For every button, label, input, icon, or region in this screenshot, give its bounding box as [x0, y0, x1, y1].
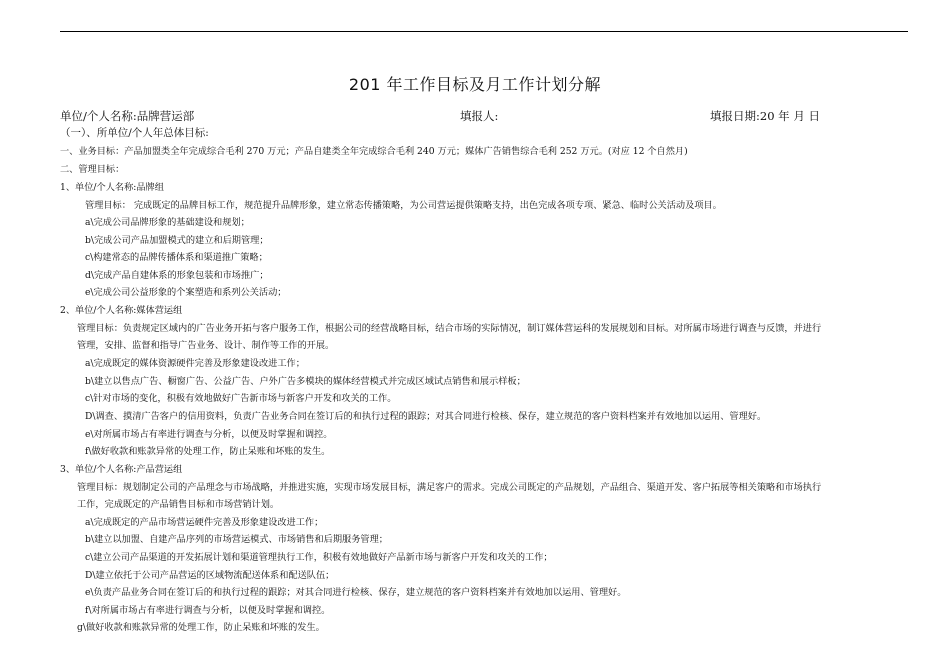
list-item: D\调查、摸清广告客户的信用资料，负责广告业务合同在签订后的和执行过程的跟踪；对其合同进行检核、保存，建立规范的客户资料档案并有效地加以运用、管理好。	[85, 411, 767, 422]
group-desc: 管理目标：规划制定公司的产品理念与市场战略，并推进实施，实现市场发展目标，满足客户的需求。完成公司既定的产品规划，产品组合、渠道开发、客户拓展等相关策略和市场执行	[77, 482, 822, 493]
section-overall: （一）、所单位/个人年总体目标:	[60, 127, 209, 139]
list-item: f\做好收款和账款异常的处理工作，防止呆账和坏账的发生。	[85, 446, 331, 457]
unit-name: 单位/个人名称:品牌营运部	[60, 109, 195, 123]
top-rule	[60, 31, 908, 32]
list-item: e\负责产品业务合同在签订后的和执行过程的跟踪；对其合同进行检核、保存，建立规范的客户资料档案并有效地加以运用、管理好。	[85, 587, 627, 598]
list-item: c\建立公司产品渠道的开发拓展计划和渠道管理执行工作，积极有效地做好产品新市场与新客户开发和攻关的工作；	[85, 552, 553, 563]
reporter: 填报人:	[460, 109, 499, 123]
list-item: b\建立以售点广告、橱窗广告、公益广告、户外广告多模块的媒体经营模式并完成区域试点销售和展示样板；	[85, 376, 526, 387]
list-item: b\建立以加盟、自建产品序列的市场营运模式、市场销售和后期服务管理；	[85, 534, 388, 545]
list-item: a\完成既定的媒体资源硬件完善及形象建设改进工作；	[85, 358, 305, 369]
list-item: f\对所属市场占有率进行调查与分析，以便及时掌握和调控。	[85, 605, 331, 616]
mgmt-title: 二、管理目标：	[60, 164, 125, 175]
business-goal: 一、业务目标：产品加盟类全年完成综合毛利 270 万元；产品自建类全年完成综合毛利 240 万元；媒体广告销售综合毛利 252 万元。(对应 12 个自然月)	[60, 146, 688, 157]
group-desc: 管理目标： 完成既定的品牌目标工作，规范提升品牌形象，建立常态传播策略，为公司营运提供策略支持，出色完成各项专项、紧急、临时公关活动及项目。	[85, 200, 722, 211]
group-heading: 2、单位/个人名称:媒体营运组	[60, 305, 183, 316]
list-item: c\构建常态的品牌传播体系和渠道推广策略；	[85, 252, 268, 263]
list-item: D\建立依托于公司产品营运的区域物流配送体系和配送队伍；	[85, 570, 335, 581]
page-title: 201 年工作目标及月工作计划分解	[348, 75, 602, 94]
list-item: c\针对市场的变化，积极有效地做好广告新市场与新客户开发和攻关的工作。	[85, 393, 397, 404]
report-date: 填报日期:20 年 月 日	[710, 109, 820, 123]
list-item: d\完成产品自建体系的形象包装和市场推广；	[85, 270, 269, 281]
list-item: a\完成既定的产品市场营运硬件完善及形象建设改进工作；	[85, 517, 324, 528]
list-item: b\完成公司产品加盟模式的建立和后期管理；	[85, 235, 269, 246]
group-desc: 管理目标：负责规定区域内的广告业务开拓与客户服务工作，根据公司的经营战略目标，结合市场的实际情况，制订媒体营运科的发展规划和目标。对所属市场进行调查与反馈，并进行	[77, 323, 822, 334]
list-item: a\完成公司品牌形象的基础建设和规划；	[85, 217, 250, 228]
list-item: e\对所属市场占有率进行调查与分析，以便及时掌握和调控。	[85, 429, 333, 440]
list-item: g\做好收款和账款异常的处理工作，防止呆账和坏账的发生。	[77, 622, 325, 633]
group-heading: 1、单位/个人名称:品牌组	[60, 182, 164, 193]
list-item: e\完成公司公益形象的个案塑造和系列公关活动；	[85, 287, 287, 298]
group-desc: 工作，完成既定的产品销售目标和市场营销计划。	[77, 499, 280, 510]
group-heading: 3、单位/个人名称:产品营运组	[60, 464, 183, 475]
group-desc: 管理，安排、监督和指导广告业务、设计、制作等工作的开展。	[77, 340, 335, 351]
